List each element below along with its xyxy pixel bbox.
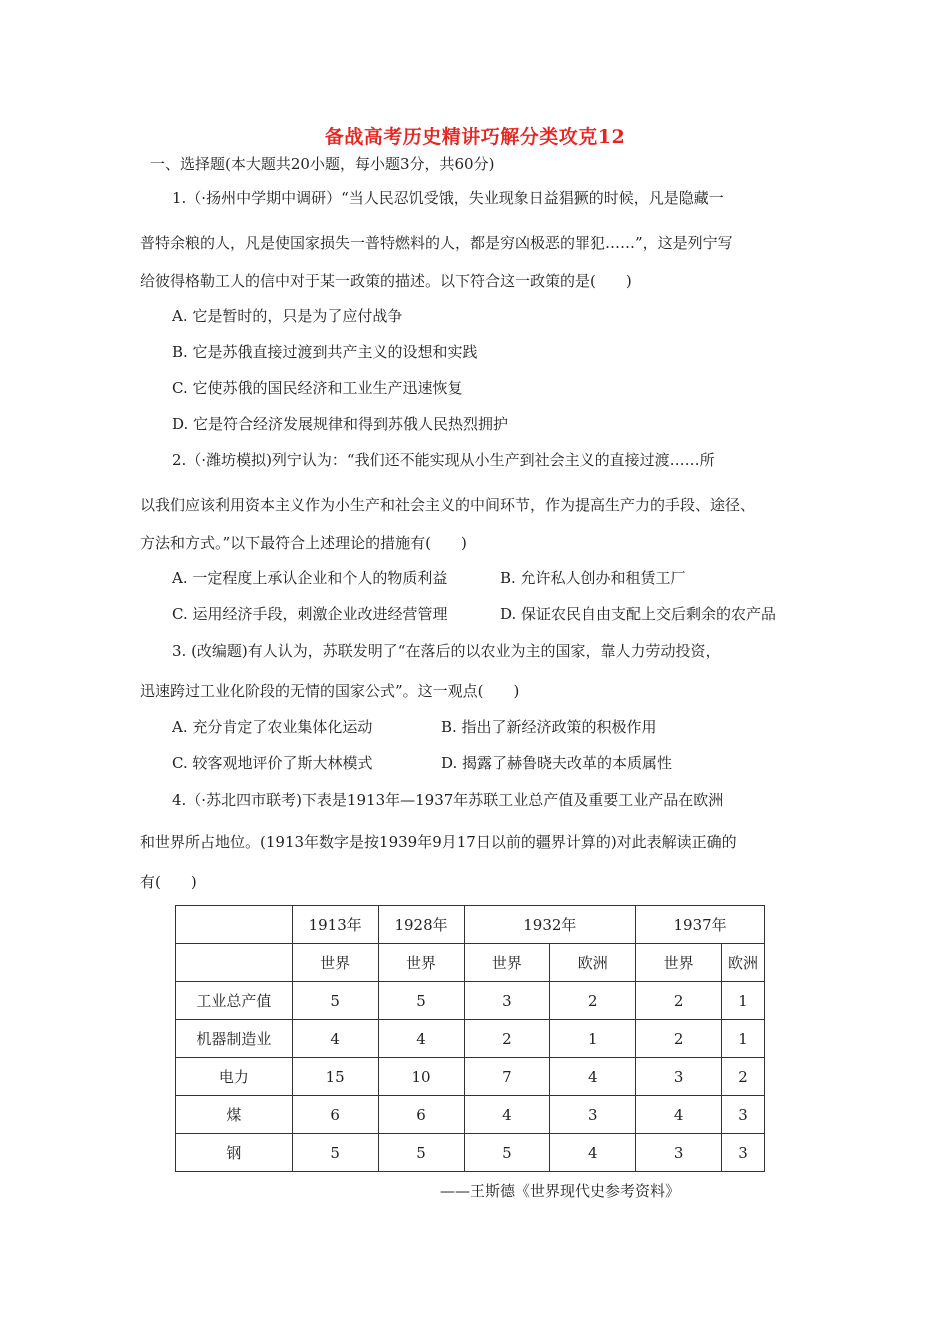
scope-header-cell: 世界 <box>292 944 378 982</box>
q1-stem-line3: 给彼得格勒工人的信中对于某一政策的描述。以下符合这一政策的是( ) <box>140 272 632 290</box>
table-cell: 4 <box>378 1020 464 1058</box>
document-title: 备战高考历史精讲巧解分类攻克12 <box>324 126 626 148</box>
q3-stem-line2: 迅速跨过工业化阶段的无情的国家公式”。这一观点( ) <box>140 682 520 700</box>
q2-stem-line1: 2.（·潍坊模拟)列宁认为：“我们还不能实现从小生产到社会主义的直接过渡……所 <box>172 451 715 469</box>
q2-stem-line3: 方法和方式。”以下最符合上述理论的措施有( ) <box>140 534 467 552</box>
q1-option-c: C. 它使苏俄的国民经济和工业生产迅速恢复 <box>172 379 463 397</box>
table-cell: 3 <box>550 1096 636 1134</box>
table-cell: 15 <box>292 1058 378 1096</box>
table-cell: 4 <box>550 1134 636 1172</box>
table-cell: 3 <box>722 1134 765 1172</box>
table-cell: 3 <box>636 1134 722 1172</box>
table-cell: 4 <box>636 1096 722 1134</box>
table-cell: 5 <box>292 1134 378 1172</box>
table-cell: 2 <box>636 982 722 1020</box>
table-cell: 7 <box>464 1058 550 1096</box>
q1-option-a: A. 它是暂时的，只是为了应付战争 <box>172 307 403 325</box>
q1-option-d: D. 它是符合经济发展规律和得到苏俄人民热烈拥护 <box>172 415 509 433</box>
q1-stem-line2: 普特余粮的人，凡是使国家损失一普特燃料的人，都是穷凶极恶的罪犯……”，这是列宁写 <box>140 234 733 252</box>
table-cell: 2 <box>550 982 636 1020</box>
q4-stem-line1: 4.（·苏北四市联考)下表是1913年—1937年苏联工业总产值及重要工业产品在欧洲 <box>172 791 724 809</box>
table-cell: 2 <box>636 1020 722 1058</box>
table-cell: 6 <box>378 1096 464 1134</box>
table-row <box>176 1096 765 1134</box>
table-cell: 5 <box>378 1134 464 1172</box>
table-scope-header-row <box>176 944 765 982</box>
table-corner-cell <box>176 906 293 944</box>
year-header-cell: 1928年 <box>378 906 464 944</box>
table-cell: 2 <box>722 1058 765 1096</box>
table-cell: 3 <box>722 1096 765 1134</box>
row-label: 工业总产值 <box>176 982 293 1020</box>
q2-option-c: C. 运用经济手段，刺激企业改进经营管理 <box>172 605 448 623</box>
table-cell: 10 <box>378 1058 464 1096</box>
scope-header-cell: 欧洲 <box>722 944 765 982</box>
table-cell: 4 <box>464 1096 550 1134</box>
table-cell: 4 <box>292 1020 378 1058</box>
table-year-header-row <box>176 906 765 944</box>
table-blank-cell <box>176 944 293 982</box>
year-header-cell: 1937年 <box>636 906 765 944</box>
q2-option-d: D. 保证农民自由支配上交后剩余的农产品 <box>500 605 777 623</box>
scope-header-cell: 世界 <box>378 944 464 982</box>
table-cell: 5 <box>464 1134 550 1172</box>
table-cell: 5 <box>292 982 378 1020</box>
q4-stem-line3: 有( ) <box>140 873 197 891</box>
q3-option-a: A. 充分肯定了农业集体化运动 <box>172 718 373 736</box>
table-source-citation: ——王斯德《世界现代史参考资料》 <box>440 1182 681 1200</box>
q1-option-b: B. 它是苏俄直接过渡到共产主义的设想和实践 <box>172 343 478 361</box>
table-cell: 2 <box>464 1020 550 1058</box>
q2-stem-line2: 以我们应该利用资本主义作为小生产和社会主义的中间环节，作为提高生产力的手段、途径、 <box>140 496 756 514</box>
table-cell: 5 <box>378 982 464 1020</box>
year-header-cell: 1932年 <box>464 906 636 944</box>
table-row <box>176 982 765 1020</box>
table-row <box>176 1134 765 1172</box>
year-header-cell: 1913年 <box>292 906 378 944</box>
section-heading: 一、选择题(本大题共20小题，每小题3分，共60分) <box>150 155 495 173</box>
scope-header-cell: 世界 <box>464 944 550 982</box>
table-row <box>176 1058 765 1096</box>
table-cell: 3 <box>636 1058 722 1096</box>
q3-option-c: C. 较客观地评价了斯大林模式 <box>172 754 373 772</box>
scope-header-cell: 世界 <box>636 944 722 982</box>
table-cell: 4 <box>550 1058 636 1096</box>
table-row <box>176 1020 765 1058</box>
soviet-industry-table <box>175 905 765 1172</box>
q3-option-b: B. 指出了新经济政策的积极作用 <box>441 718 657 736</box>
scope-header-cell: 欧洲 <box>550 944 636 982</box>
table-cell: 6 <box>292 1096 378 1134</box>
table-cell: 1 <box>550 1020 636 1058</box>
q4-stem-line2: 和世界所占地位。(1913年数字是按1939年9月17日以前的疆界计算的)对此表解读正确的 <box>140 833 737 851</box>
table-cell: 3 <box>464 982 550 1020</box>
q1-stem-line1: 1.（·扬州中学期中调研）“当人民忍饥受饿，失业现象日益猖獗的时候，凡是隐藏一 <box>172 189 724 207</box>
row-label: 机器制造业 <box>176 1020 293 1058</box>
row-label: 钢 <box>176 1134 293 1172</box>
row-label: 煤 <box>176 1096 293 1134</box>
table-cell: 1 <box>722 1020 765 1058</box>
q2-option-a: A. 一定程度上承认企业和个人的物质利益 <box>172 569 448 587</box>
row-label: 电力 <box>176 1058 293 1096</box>
q3-stem-line1: 3. (改编题)有人认为，苏联发明了“在落后的以农业为主的国家，靠人力劳动投资， <box>172 642 721 660</box>
q2-option-b: B. 允许私人创办和租赁工厂 <box>500 569 686 587</box>
table-cell: 1 <box>722 982 765 1020</box>
q3-option-d: D. 揭露了赫鲁晓夫改革的本质属性 <box>441 754 673 772</box>
